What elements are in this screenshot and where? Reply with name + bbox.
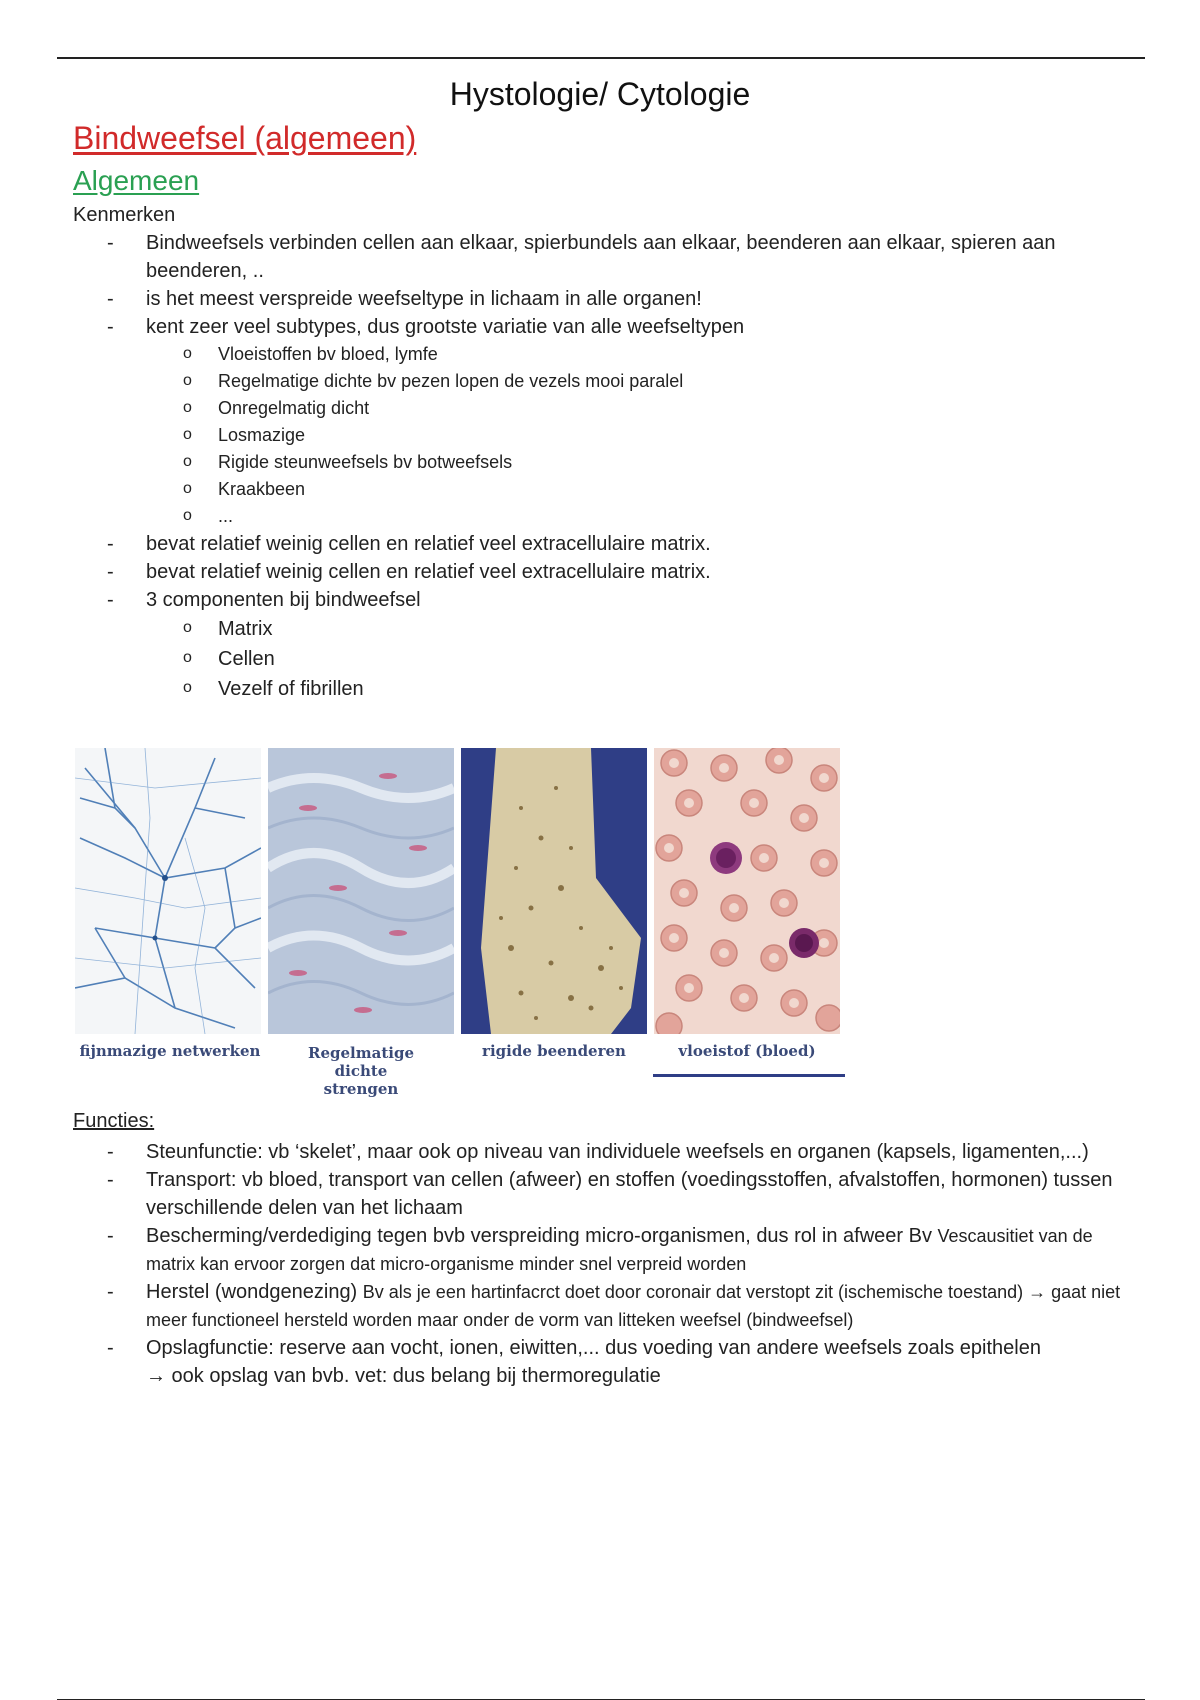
item-small: Bv als je een hartinfacrct doet door coronair dat verstopt zit (ischemische toestand) → gaat niet meer functioneel hersteld worden maar onder de vorm van litteken weefsel (bindweefsel) [146, 1282, 1121, 1330]
caption-bone: rigide beenderen [482, 1042, 626, 1060]
list-item: o Vezelf of fibrillen [73, 674, 1133, 704]
heading-algemeen: Algemeen [73, 165, 200, 196]
list-item: - 3 componenten bij bindweefsel [73, 586, 1133, 614]
caption-blood: vloeistof (bloed) [678, 1042, 816, 1060]
list-item: - bevat relatief weinig cellen en relatief veel extracellulaire matrix. [73, 530, 1133, 558]
item-main: Herstel (wondgenezing) [146, 1281, 363, 1303]
kenmerken-section [73, 202, 1133, 704]
list-item: - Steunfunctie: vb ‘skelet’, maar ook op niveau van individuele weefsels en organen (kapsels, ligamenten,...) [73, 1138, 1133, 1166]
list-item: o Cellen [73, 644, 1133, 674]
strands-tissue-image [268, 748, 454, 1034]
item-main: Bescherming/verdediging tegen bvb verspreiding micro-organismen, dus rol in afweer Bv [146, 1225, 932, 1247]
subtypes-list [73, 341, 1133, 530]
tissue-figure [75, 748, 855, 1098]
list-item: o Vloeistoffen bv bloed, lymfe [73, 341, 1133, 368]
list-item: - bevat relatief weinig cellen en relatief veel extracellulaire matrix. [73, 558, 1133, 586]
list-item: - Bindweefsels verbinden cellen aan elkaar, spierbundels aan elkaar, beenderen aan elkaar, spieren aan beenderen, .. [73, 229, 1133, 285]
list-item: o Regelmatige dichte bv pezen lopen de vezels mooi paralel [73, 368, 1133, 395]
list-item: o Matrix [73, 614, 1133, 644]
list-item: - Opslagfunctie: reserve aan vocht, ionen, eiwitten,... dus voeding van andere weefsels zoals epithelen [73, 1334, 1133, 1362]
caption-network: fijnmazige netwerken [79, 1042, 261, 1060]
figure-underline [653, 1074, 845, 1077]
caption-strands [261, 1044, 461, 1098]
list-item: o Losmazige [73, 422, 1133, 449]
list-item: o Kraakbeen [73, 476, 1133, 503]
list-item: - is het meest verspreide weefseltype in lichaam in alle organen! [73, 285, 1133, 313]
caption-strands-text: Regelmatige dichte strengen [308, 1044, 414, 1098]
bone-tissue-image [461, 748, 647, 1034]
list-item [73, 1222, 1133, 1278]
page-title: Hystologie/ Cytologie [449, 76, 751, 112]
list-item [73, 1278, 1133, 1334]
kenmerken-list-2 [73, 530, 1133, 614]
list-item: - kent zeer veel subtypes, dus grootste variatie van alle weefseltypen [73, 313, 1133, 341]
functies-label: Functies: [73, 1110, 155, 1132]
heading-bindweefsel: Bindweefsel (algemeen) [73, 120, 417, 156]
functies-list [73, 1138, 1133, 1362]
list-item: - Transport: vb bloed, transport van cellen (afweer) en stoffen (voedingsstoffen, afvalstoffen, hormonen) tussen verschillende delen van het lichaam [73, 1166, 1133, 1222]
components-list [73, 614, 1133, 704]
list-item: o ... [73, 503, 1133, 530]
list-item: o Onregelmatig dicht [73, 395, 1133, 422]
blood-tissue-image [654, 748, 840, 1034]
functies-extra: → ook opslag van bvb. vet: dus belang bij thermoregulatie [146, 1365, 661, 1387]
top-rule [57, 57, 1145, 59]
item-small: Vescausitiet van de matrix kan ervoor zorgen dat micro-organisme minder snel verpreid worden [146, 1226, 1093, 1274]
kenmerken-label: Kenmerken [73, 204, 176, 226]
functies-section [73, 1138, 1133, 1390]
list-item: o Rigide steunweefsels bv botweefsels [73, 449, 1133, 476]
network-tissue-image [75, 748, 261, 1034]
kenmerken-list [73, 229, 1133, 341]
